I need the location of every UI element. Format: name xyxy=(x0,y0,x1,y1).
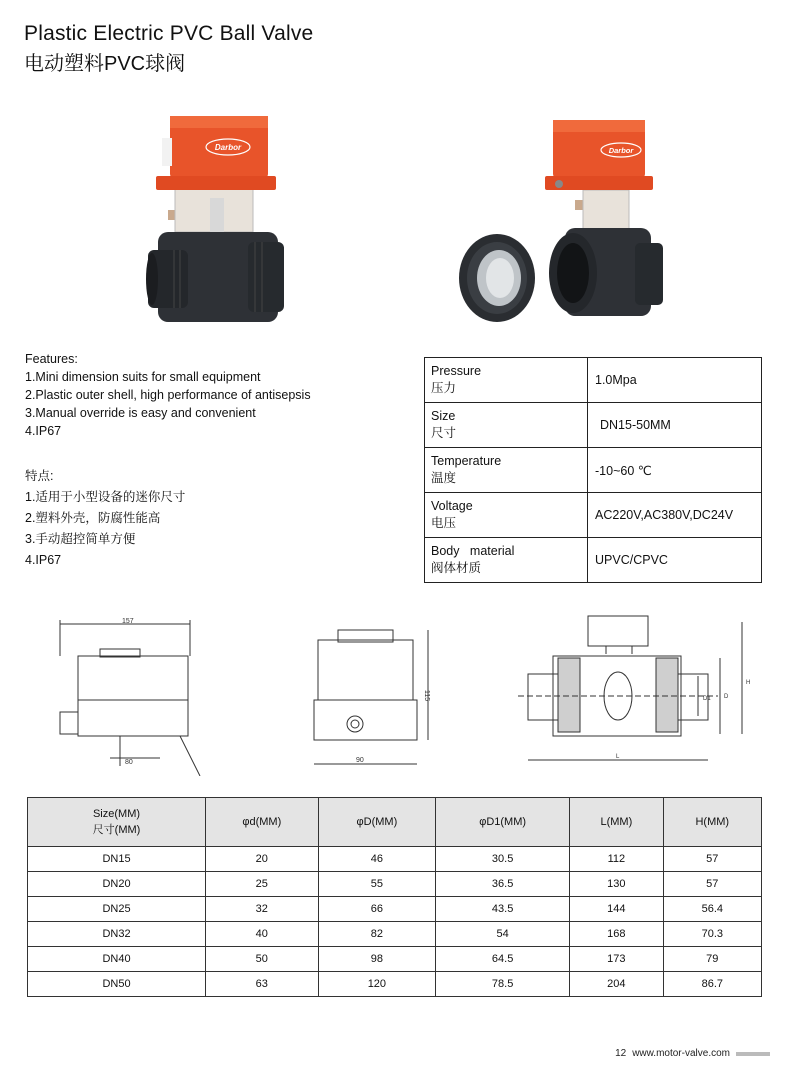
cell-h: 56.4 xyxy=(663,897,761,922)
feature-item-cn: 2.塑料外壳，防腐性能高 xyxy=(25,511,161,525)
spec-label-en: Voltage xyxy=(431,499,473,513)
feature-item: 4.IP67 xyxy=(25,424,62,438)
spec-value: UPVC/CPVC xyxy=(588,538,762,583)
footer-divider xyxy=(736,1052,770,1056)
spec-row xyxy=(425,538,762,583)
table-row xyxy=(28,847,762,872)
dim-80: 80 xyxy=(125,759,133,766)
dim-l: L xyxy=(616,754,620,760)
feature-item: 3.Manual override is easy and convenient xyxy=(25,406,256,420)
cell-d: 40 xyxy=(206,922,319,947)
cell-size: DN32 xyxy=(28,922,206,947)
page-title-cn: 电动塑料PVC球阀 xyxy=(24,53,186,75)
cell-d: 50 xyxy=(206,947,319,972)
features-heading-cn: 特点: xyxy=(25,469,54,483)
cell-d1: 43.5 xyxy=(436,897,570,922)
spec-label-cn: 尺寸 xyxy=(431,426,457,440)
cell-l: 173 xyxy=(570,947,663,972)
brand-logo-2: Darbor xyxy=(608,146,634,155)
spec-table xyxy=(424,357,762,583)
spec-value: AC220V,AC380V,DC24V xyxy=(588,493,762,538)
spec-label-en: Size xyxy=(431,409,456,423)
cell-d1: 54 xyxy=(436,922,570,947)
table-row xyxy=(28,872,762,897)
cell-d: 32 xyxy=(206,897,319,922)
cell-l: 204 xyxy=(570,972,663,997)
footer-url[interactable]: www.motor-valve.com xyxy=(632,1048,730,1059)
drawing-valve-section xyxy=(498,612,768,772)
feature-item: 1.Mini dimension suits for small equipment xyxy=(25,370,261,384)
spec-label-cn: 电压 xyxy=(431,516,457,530)
spec-value: -10~60 ℃ xyxy=(588,448,762,493)
col-header-big-d: φD(MM) xyxy=(318,798,436,847)
features-en xyxy=(25,350,311,440)
cell-d: 25 xyxy=(206,872,319,897)
cell-h: 86.7 xyxy=(663,972,761,997)
dim-d: D xyxy=(724,694,729,700)
features-heading-en: Features: xyxy=(25,352,78,366)
feature-item: 2.Plastic outer shell, high performance of antisepsis xyxy=(25,388,311,402)
cell-size: DN25 xyxy=(28,897,206,922)
feature-item-cn: 4.IP67 xyxy=(25,553,62,567)
cell-big-d: 82 xyxy=(318,922,436,947)
col-header-size-cn: 尺寸(MM) xyxy=(92,824,141,836)
cell-big-d: 46 xyxy=(318,847,436,872)
spec-row xyxy=(425,358,762,403)
cell-d: 20 xyxy=(206,847,319,872)
product-photo-exploded xyxy=(455,118,670,323)
spec-row xyxy=(425,403,762,448)
cell-big-d: 66 xyxy=(318,897,436,922)
product-photo-assembled xyxy=(140,112,300,327)
cell-big-d: 55 xyxy=(318,872,436,897)
feature-item-cn: 1.适用于小型设备的迷你尺寸 xyxy=(25,490,186,504)
col-header-l: L(MM) xyxy=(570,798,663,847)
page-number: 12 xyxy=(615,1048,627,1059)
spec-row xyxy=(425,493,762,538)
spec-row xyxy=(425,448,762,493)
spec-label-en: Pressure xyxy=(431,364,482,378)
table-row xyxy=(28,897,762,922)
col-header-d1: φD1(MM) xyxy=(436,798,570,847)
col-header-d: φd(MM) xyxy=(206,798,319,847)
spec-value: DN15-50MM xyxy=(588,403,762,448)
spec-label-cn: 温度 xyxy=(431,471,457,485)
dimension-table xyxy=(27,797,762,997)
cell-size: DN50 xyxy=(28,972,206,997)
table-header-row xyxy=(28,798,762,847)
col-header-size: Size(MM) xyxy=(92,808,141,820)
table-row xyxy=(28,947,762,972)
dim-157: 157 xyxy=(122,618,134,625)
brand-logo-1: Darbor xyxy=(214,143,242,152)
drawing-actuator-front xyxy=(50,616,240,776)
cell-d1: 64.5 xyxy=(436,947,570,972)
cell-d1: 30.5 xyxy=(436,847,570,872)
cell-size: DN15 xyxy=(28,847,206,872)
cell-h: 57 xyxy=(663,847,761,872)
cell-l: 112 xyxy=(570,847,663,872)
spec-label-cn: 压力 xyxy=(431,381,457,395)
spec-label-cn: 阀体材质 xyxy=(431,561,482,575)
cell-big-d: 120 xyxy=(318,972,436,997)
page-title-en: Plastic Electric PVC Ball Valve xyxy=(24,22,314,45)
dim-d1: D1 xyxy=(703,696,711,702)
cell-l: 144 xyxy=(570,897,663,922)
spec-label-en: Temperature xyxy=(431,454,502,468)
cell-h: 70.3 xyxy=(663,922,761,947)
col-header-h: H(MM) xyxy=(663,798,761,847)
page-footer xyxy=(615,1048,770,1059)
dim-115: 115 xyxy=(423,690,430,702)
cell-d: 63 xyxy=(206,972,319,997)
dim-90: 90 xyxy=(356,757,364,764)
cell-big-d: 98 xyxy=(318,947,436,972)
cell-d1: 36.5 xyxy=(436,872,570,897)
dim-h: H xyxy=(746,680,751,686)
cell-l: 130 xyxy=(570,872,663,897)
cell-size: DN20 xyxy=(28,872,206,897)
features-cn xyxy=(25,466,185,571)
cell-l: 168 xyxy=(570,922,663,947)
drawing-actuator-side xyxy=(300,628,440,778)
spec-label-en: Body material xyxy=(431,544,515,558)
cell-size: DN40 xyxy=(28,947,206,972)
table-row xyxy=(28,922,762,947)
cell-h: 79 xyxy=(663,947,761,972)
table-row xyxy=(28,972,762,997)
spec-value: 1.0Mpa xyxy=(588,358,762,403)
cell-d1: 78.5 xyxy=(436,972,570,997)
feature-item-cn: 3.手动超控简单方便 xyxy=(25,532,136,546)
cell-h: 57 xyxy=(663,872,761,897)
